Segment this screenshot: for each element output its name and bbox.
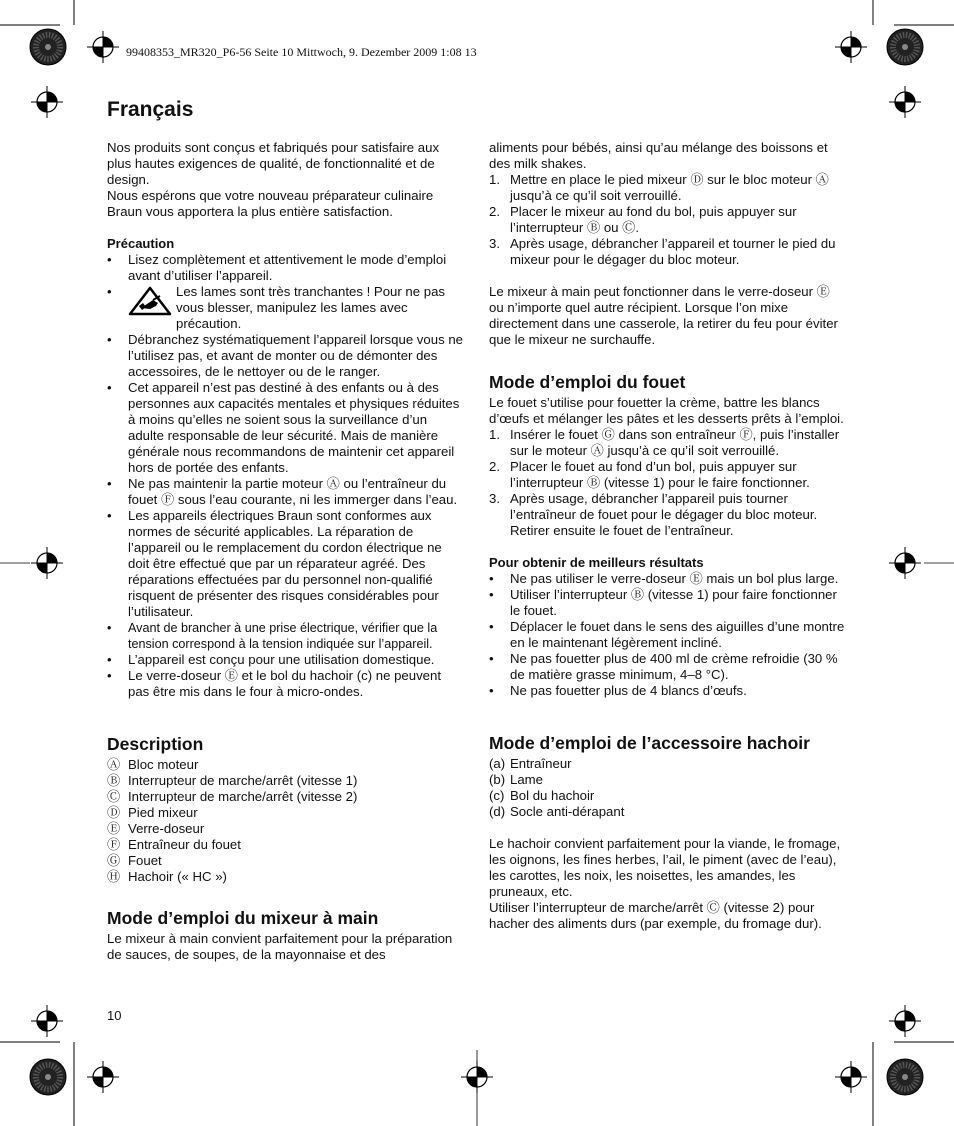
bullet: • xyxy=(107,252,112,267)
bullet: • xyxy=(107,332,112,347)
list-item: Ⓗ Hachoir (« HC ») xyxy=(107,869,227,884)
chopper-paragraph-1: Le hachoir convient parfaitement pour la viande, le fromage, les oignons, les fines herbes, l’ail, le piment (avec de l’eau), les carottes, les noix, les noisettes, les amandes, les pruneaux, etc. xyxy=(489,836,841,899)
mixer-steps xyxy=(489,172,845,268)
list-item: • Déplacer le fouet dans le sens des aiguilles d’une montre en le maintenant légèrement incliné. xyxy=(489,619,845,650)
intro-paragraph-1: Nos produits sont conçus et fabriqués pour satisfaire aux plus hautes exigences de qualité, de fonctionnalité et de design. xyxy=(107,140,440,187)
list-item: 2. Placer le fouet au fond d’un bol, puis appuyer sur l’interrupteur Ⓑ (vitesse 1) pour le faire fonctionner. xyxy=(489,459,810,490)
list-item: Ⓔ Verre-doseur xyxy=(107,821,205,836)
list-item: • L’appareil est conçu pour une utilisation domestique. xyxy=(107,652,435,667)
list-item: 3. Après usage, débrancher l’appareil puis tourner l’entraîneur de fouet pour le dégager du bloc moteur. Retirer ensuite le fouet de l’entraîneur. xyxy=(489,491,818,538)
list-item: Ⓑ Interrupteur de marche/arrêt (vitesse 1) xyxy=(107,773,358,788)
list-item: • Ne pas fouetter plus de 400 ml de crème refroidie (30 % de matière grasse minimum, 4–8 °C). xyxy=(489,651,838,682)
list-item: • Cet appareil n’est pas destiné à des enfants ou à des personnes aux capacités mentales et physiques réduites à moins qu’elles ne soient sous la surveillance d’un adulte responsable de leur sécurité. Mais de manière générale nous recommandons de maintenir cet appareil hors de portée des enfants. xyxy=(107,380,460,475)
list-item: Ⓖ Fouet xyxy=(107,853,162,868)
bullet: • xyxy=(107,652,112,667)
list-item: (a) Entraîneur xyxy=(489,756,572,771)
bullet: • xyxy=(107,668,112,683)
best-results-list xyxy=(489,571,845,699)
intro-paragraph-2: Nous espérons que votre nouveau préparateur culinaire Braun vous apportera la plus entière satisfaction. xyxy=(107,188,434,219)
precaution-list xyxy=(107,252,463,700)
print-header: 99408353_MR320_P6-56 Seite 10 Mittwoch, 9. Dezember 2009 1:08 13 xyxy=(126,45,477,59)
list-item: • Lisez complètement et attentivement le mode d’emploi avant d’utiliser l’appareil. xyxy=(107,252,447,283)
list-item: • Ne pas utiliser le verre-doseur Ⓔ mais un bol plus large. xyxy=(489,571,839,586)
chopper-heading: Mode d’emploi de l’accessoire hachoir xyxy=(489,733,810,753)
list-item: 1. Insérer le fouet Ⓖ dans son entraîneur Ⓕ, puis l’installer sur le moteur Ⓐ jusqu’à ce qu’il soit verrouillé. xyxy=(489,427,840,458)
chopper-paragraph-2: Utiliser l’interrupteur de marche/arrêt Ⓒ (vitesse 2) pour hacher des aliments durs (par exemple, du fromage dur). xyxy=(489,900,822,931)
list-item: (d) Socle anti-dérapant xyxy=(489,804,625,819)
bullet: • xyxy=(107,476,112,491)
mixer-heading: Mode d’emploi du mixeur à main xyxy=(107,908,379,928)
whisk-steps xyxy=(489,427,845,539)
list-item: 2. Placer le mixeur au fond du bol, puis appuyer sur l’interrupteur Ⓑ ou Ⓒ. xyxy=(489,204,797,235)
right-column xyxy=(489,140,845,932)
list-item: Ⓕ Entraîneur du fouet xyxy=(107,837,241,852)
page-title: Français xyxy=(107,98,194,121)
bullet: • xyxy=(107,508,112,523)
list-item: 3. Après usage, débrancher l’appareil et tourner le pied du mixeur pour le dégager du bloc moteur. xyxy=(489,236,836,267)
left-column xyxy=(107,140,463,963)
description-heading: Description xyxy=(107,734,204,754)
blade-warning-icon xyxy=(128,286,172,316)
list-item: Ⓓ Pied mixeur xyxy=(107,805,198,820)
list-item: (c) Bol du hachoir xyxy=(489,788,595,803)
bullet: • xyxy=(107,380,112,395)
list-item: (b) Lame xyxy=(489,772,543,787)
whisk-heading: Mode d’emploi du fouet xyxy=(489,372,686,392)
bullet: • xyxy=(107,284,112,299)
description-list xyxy=(107,757,463,885)
list-item: Ⓐ Bloc moteur xyxy=(107,757,199,772)
list-item: 1. Mettre en place le pied mixeur Ⓓ sur le bloc moteur Ⓐ jusqu’à ce qu’il soit verrouillé. xyxy=(489,172,829,203)
bullet: • xyxy=(107,621,112,635)
list-item: • Avant de brancher à une prise électrique, vérifier que la tension correspond à la tension indiquée sur l’appareil. xyxy=(107,621,438,651)
chopper-parts-list xyxy=(489,756,845,820)
list-item: • Les lames sont très tranchantes ! Pour ne pas vous blesser, manipulez les lames avec précaution. xyxy=(107,284,446,331)
list-item: Ⓒ Interrupteur de marche/arrêt (vitesse 2) xyxy=(107,789,358,804)
list-item: • Utiliser l’interrupteur Ⓑ (vitesse 1) pour faire fonctionner le fouet. xyxy=(489,587,837,618)
list-item: • Ne pas fouetter plus de 4 blancs d’œufs. xyxy=(489,683,747,698)
list-item: • Débranchez systématiquement l’appareil lorsque vous ne l’utilisez pas, et avant de monter ou de démonter des accessoires, de le nettoyer ou de le ranger. xyxy=(107,332,463,379)
list-item: • Les appareils électriques Braun sont conformes aux normes de sécurité applicables. La réparation de l’appareil ou le remplacement du cordon électrique ne doit être effectué que par un réparateur agréé. Des réparations effectuées par du personnel non-qualifié risquent de présenter des risques considérables pour l’utilisateur. xyxy=(107,508,442,619)
best-results-heading: Pour obtenir de meilleurs résultats xyxy=(489,555,704,570)
page-number: 10 xyxy=(107,1008,122,1023)
mixer-intro: Le mixeur à main convient parfaitement pour la préparation de sauces, de soupes, de la mayonnaise et des xyxy=(107,931,453,962)
mixer-note: Le mixeur à main peut fonctionner dans le verre-doseur Ⓔ ou n’importe quel autre récipient. Lorsque l’on mixe directement dans une casserole, la retirer du feu pour éviter que le mixeur ne surchauffe. xyxy=(489,284,838,347)
precaution-heading: Précaution xyxy=(107,236,175,251)
list-item: • Le verre-doseur Ⓔ et le bol du hachoir (c) ne peuvent pas être mis dans le four à micro-ondes. xyxy=(107,668,442,699)
list-item: • Ne pas maintenir la partie moteur Ⓐ ou l’entraîneur du fouet Ⓕ sous l’eau courante, ni les immerger dans l’eau. xyxy=(107,476,458,507)
mixer-intro-continued: aliments pour bébés, ainsi qu’au mélange des boissons et des milk shakes. xyxy=(489,140,828,171)
whisk-intro: Le fouet s’utilise pour fouetter la crème, battre les blancs d’œufs et mélanger les pâtes et les desserts prêts à l’emploi. xyxy=(489,395,844,426)
